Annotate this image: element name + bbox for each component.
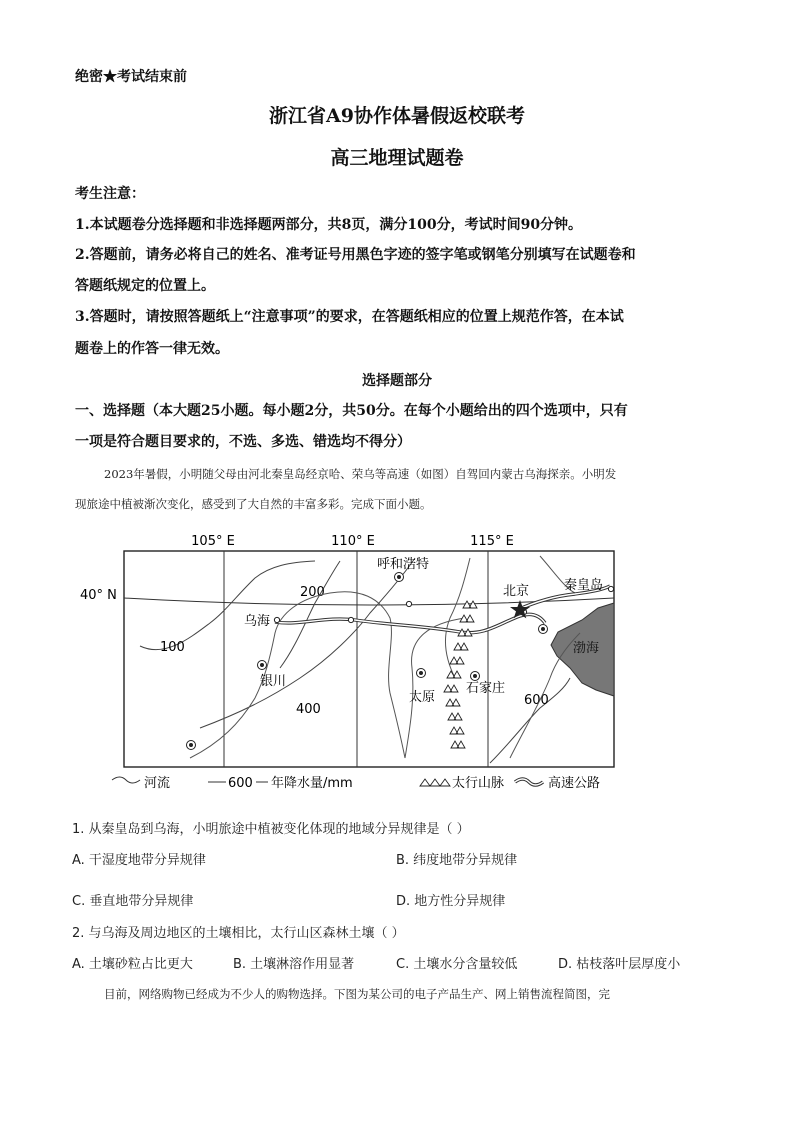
- question-2-option-b[interactable]: B. 土壤淋溶作用显著: [233, 957, 355, 972]
- map-frame: [124, 551, 614, 767]
- notice-item-3: 3.答题时，请按照答题纸上“注意事项”的要求，在答题纸相应的位置上规范作答，在本试: [75, 309, 624, 325]
- question-1-option-a[interactable]: A. 干湿度地带分异规律: [72, 853, 206, 868]
- route-map: [70, 528, 630, 798]
- legend-mountain: 太行山脉: [452, 776, 505, 791]
- question-1-option-d[interactable]: D. 地方性分异规律: [396, 894, 506, 909]
- section-title: 选择题部分: [362, 373, 432, 389]
- city-label-yinchuan: 银川: [260, 674, 287, 689]
- notice-item-2-cont: 答题纸规定的位置上。: [75, 278, 215, 294]
- map-legend: [112, 775, 600, 791]
- passage2-line1: 目前，网络购物已经成为不少人的购物选择。下图为某公司的电子产品生产、网上销售流程简图，完: [104, 987, 610, 1001]
- secret-label: 绝密★考试结束前: [75, 69, 187, 85]
- question-1-option-b[interactable]: B. 纬度地带分异规律: [396, 853, 518, 868]
- passage1-line1: 2023年暑假，小明随父母由河北秦皇岛经京哈、荣乌等高速（如图）自驾回内蒙古乌海探亲。小明发: [104, 467, 617, 481]
- lat-label-40: 40° N: [80, 588, 117, 603]
- city-label-hohhot: 呼和浩特: [377, 557, 430, 572]
- lon-label-105: 105° E: [191, 534, 235, 549]
- passage1-line2: 现旅途中植被渐次变化，感受到了大自然的丰富多彩。完成下面小题。: [75, 497, 432, 511]
- isoline-label-600: 600: [524, 693, 549, 708]
- isoline-label-200: 200: [300, 585, 325, 600]
- city-label-shijiazhuang: 石家庄: [466, 681, 506, 696]
- notice-heading: 考生注意：: [75, 186, 145, 202]
- exam-subtitle: 高三地理试题卷: [330, 147, 464, 169]
- isoline-label-100: 100: [160, 640, 185, 655]
- notice-item-2: 2.答题前，请务必将自己的姓名、准考证号用黑色字迹的签字笔或钢笔分别填写在试题卷和: [75, 247, 636, 263]
- city-label-taiyuan: 太原: [409, 690, 436, 705]
- notice-item-1: 1.本试题卷分选择题和非选择题两部分，共8页，满分100分，考试时间90分钟。: [75, 217, 583, 233]
- city-label-qinhuangdao: 秦皇岛: [564, 578, 604, 593]
- lon-label-110: 110° E: [331, 534, 375, 549]
- city-label-wuhai: 乌海: [244, 614, 271, 629]
- notice-item-3-cont: 题卷上的作答一律无效。: [75, 341, 229, 357]
- city-label-beijing: 北京: [503, 584, 530, 599]
- section-instruction-1: 一、选择题（本大题25小题。每小题2分，共50分。在每个小题给出的四个选项中，只有: [75, 403, 628, 419]
- lon-label-115: 115° E: [470, 534, 514, 549]
- question-1-stem: 1. 从秦皇岛到乌海，小明旅途中植被变化体现的地域分异规律是（ ）: [72, 822, 470, 837]
- exam-title: 浙江省A9协作体暑假返校联考: [269, 105, 525, 127]
- legend-precip: 年降水量/mm: [271, 776, 353, 791]
- question-2-option-a[interactable]: A. 土壤砂粒占比更大: [72, 957, 193, 972]
- question-2-option-d[interactable]: D. 枯枝落叶层厚度小: [558, 957, 681, 972]
- legend-precip-value: 600: [228, 776, 253, 791]
- question-2-option-c[interactable]: C. 土壤水分含量较低: [396, 957, 518, 972]
- question-1-option-c[interactable]: C. 垂直地带分异规律: [72, 894, 194, 909]
- section-instruction-2: 一项是符合题目要求的，不选、多选、错选均不得分）: [75, 434, 411, 450]
- sea-label: 渤海: [573, 641, 600, 656]
- legend-highway: 高速公路: [548, 776, 601, 791]
- question-2-stem: 2. 与乌海及周边地区的土壤相比，太行山区森林土壤（ ）: [72, 926, 405, 941]
- isoline-label-400: 400: [296, 702, 321, 717]
- legend-river: 河流: [144, 776, 171, 791]
